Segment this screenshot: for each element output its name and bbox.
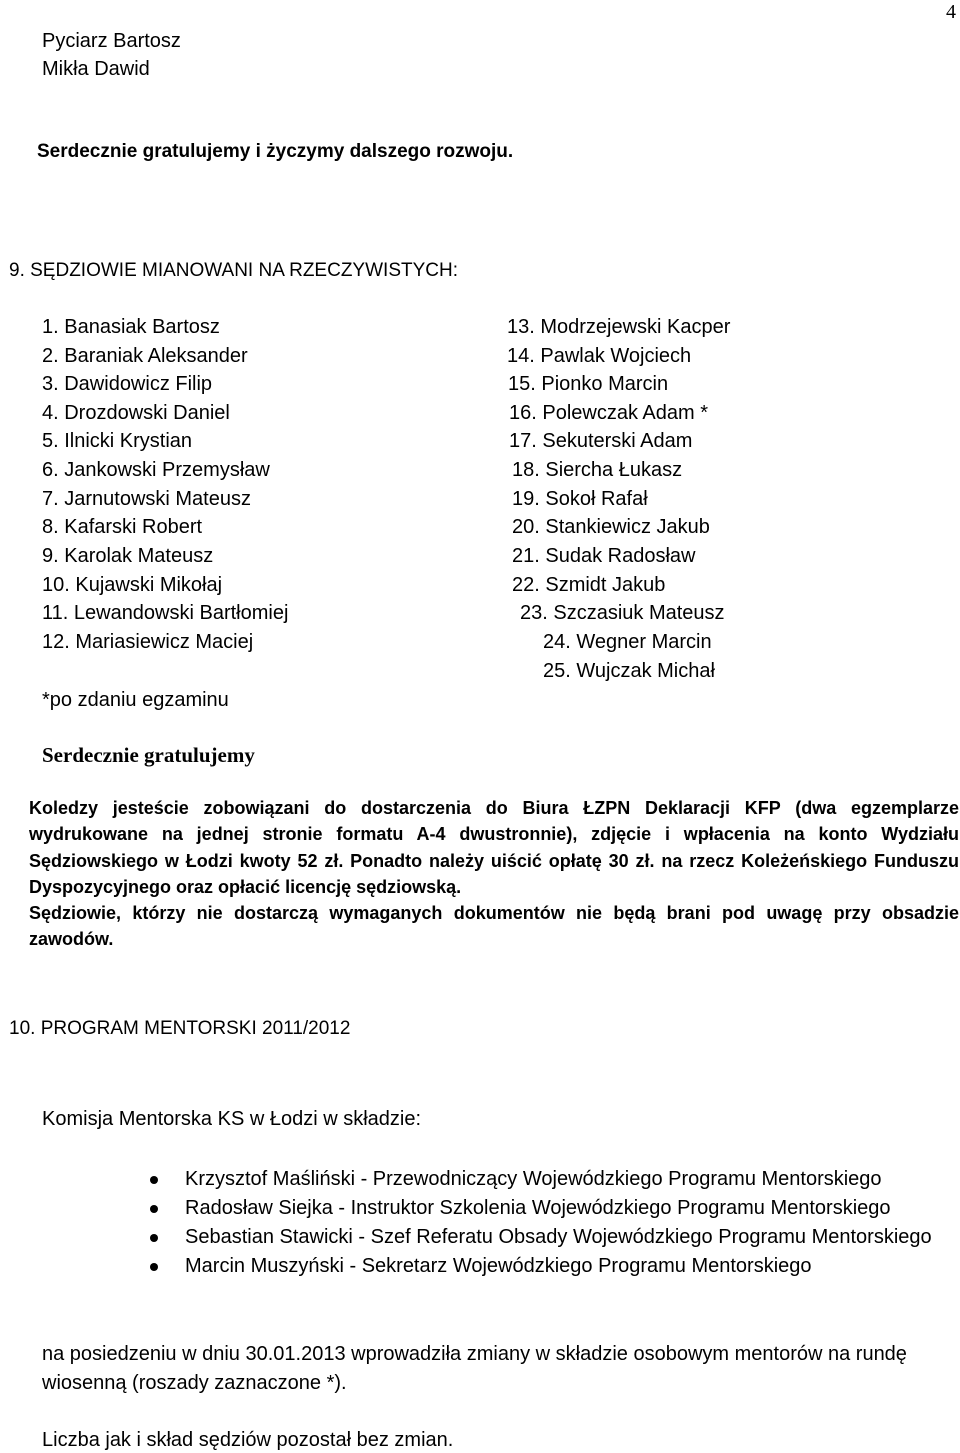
congratulations-text: Serdecznie gratulujemy i życzymy dalszego rozwoju. — [37, 141, 514, 162]
paragraph-text: Koledzy jesteście zobowiązani do dostarczenia do Biura ŁZPN Deklaracji KFP (dwa egzemplarze wydrukowane na jednej stronie formatu A-4 dwustronnie), zdjęcie i wpłacenia na konto Wydziału Sędziowskiego w Łodzi kwoty 52 zł. Ponadto należy uiścić opłatę 30 zł. na rzecz Koleżeńskiego Funduszu Dyspozycyjnego oraz opłacić licencję sędziowską. — [29, 798, 959, 897]
list-item: Radosław Siejka - Instruktor Szkolenia Wojewódzkiego Programu Mentorskiego — [150, 1194, 950, 1223]
list-item: 18. Siercha Łukasz — [512, 459, 683, 481]
header-name-1: Pyciarz Bartosz — [42, 30, 181, 52]
list-item: 5. Ilnicki Krystian — [42, 430, 193, 452]
list-item: 23. Szczasiuk Mateusz — [520, 602, 725, 624]
list-item: 10. Kujawski Mikołaj — [42, 574, 223, 596]
list-item: 6. Jankowski Przemysław — [42, 459, 270, 481]
bullet-icon — [150, 1205, 158, 1213]
list-item: 19. Sokoł Rafał — [512, 488, 648, 510]
obligations-paragraph — [29, 795, 959, 953]
bullet-icon — [150, 1234, 158, 1242]
exam-footnote: *po zdaniu egzaminu — [42, 689, 229, 711]
list-item: 25. Wujczak Michał — [543, 660, 715, 682]
list-item: 9. Karolak Mateusz — [42, 545, 214, 567]
commission-members-list — [150, 1165, 950, 1281]
closing-text: Liczba jak i skład sędziów pozostał bez zmian. — [42, 1429, 454, 1451]
header-name-2: Mikła Dawid — [42, 58, 150, 80]
section-9-title: 9. SĘDZIOWIE MIANOWANI NA RZECZYWISTYCH: — [9, 260, 458, 281]
list-item: 22. Szmidt Jakub — [512, 574, 666, 596]
list-item: 16. Polewczak Adam * — [509, 402, 708, 424]
list-item: Sebastian Stawicki - Szef Referatu Obsady Wojewódzkiego Programu Mentorskiego — [150, 1223, 950, 1252]
list-item: 2. Baraniak Aleksander — [42, 345, 248, 367]
list-item: 21. Sudak Radosław — [512, 545, 696, 567]
list-item: 14. Pawlak Wojciech — [507, 345, 692, 367]
list-item: 7. Jarnutowski Mateusz — [42, 488, 251, 510]
congratulations-heading: Serdecznie gratulujemy — [42, 743, 255, 767]
page-number: 4 — [946, 1, 956, 23]
list-item: 20. Stankiewicz Jakub — [512, 516, 710, 538]
list-item: 15. Pionko Marcin — [508, 373, 669, 395]
commission-intro: Komisja Mentorska KS w Łodzi w składzie: — [42, 1108, 422, 1130]
bullet-icon — [150, 1263, 158, 1271]
list-item: 4. Drozdowski Daniel — [42, 402, 230, 424]
bullet-icon — [150, 1176, 158, 1184]
meeting-text: na posiedzeniu w dniu 30.01.2013 wprowadziła zmiany w składzie osobowym mentorów na rundę wiosenną (roszady zaznaczone *). — [42, 1343, 907, 1394]
section-10-title: 10. PROGRAM MENTORSKI 2011/2012 — [9, 1018, 351, 1039]
list-item: 8. Kafarski Robert — [42, 516, 203, 538]
list-item: 3. Dawidowicz Filip — [42, 373, 213, 395]
list-item: 11. Lewandowski Bartłomiej — [42, 602, 289, 624]
paragraph-text: Sędziowie, którzy nie dostarczą wymaganych dokumentów nie będą brani pod uwagę przy obsadzie zawodów. — [29, 903, 959, 950]
list-item: 1. Banasiak Bartosz — [42, 316, 220, 338]
list-item: 12. Mariasiewicz Maciej — [42, 631, 254, 653]
list-item: 17. Sekuterski Adam — [509, 430, 693, 452]
list-item: Krzysztof Maśliński - Przewodniczący Wojewódzkiego Programu Mentorskiego — [150, 1165, 950, 1194]
list-item: 13. Modrzejewski Kacper — [507, 316, 731, 338]
list-item: 24. Wegner Marcin — [543, 631, 712, 653]
list-item: Marcin Muszyński - Sekretarz Wojewódzkiego Programu Mentorskiego — [150, 1252, 950, 1281]
